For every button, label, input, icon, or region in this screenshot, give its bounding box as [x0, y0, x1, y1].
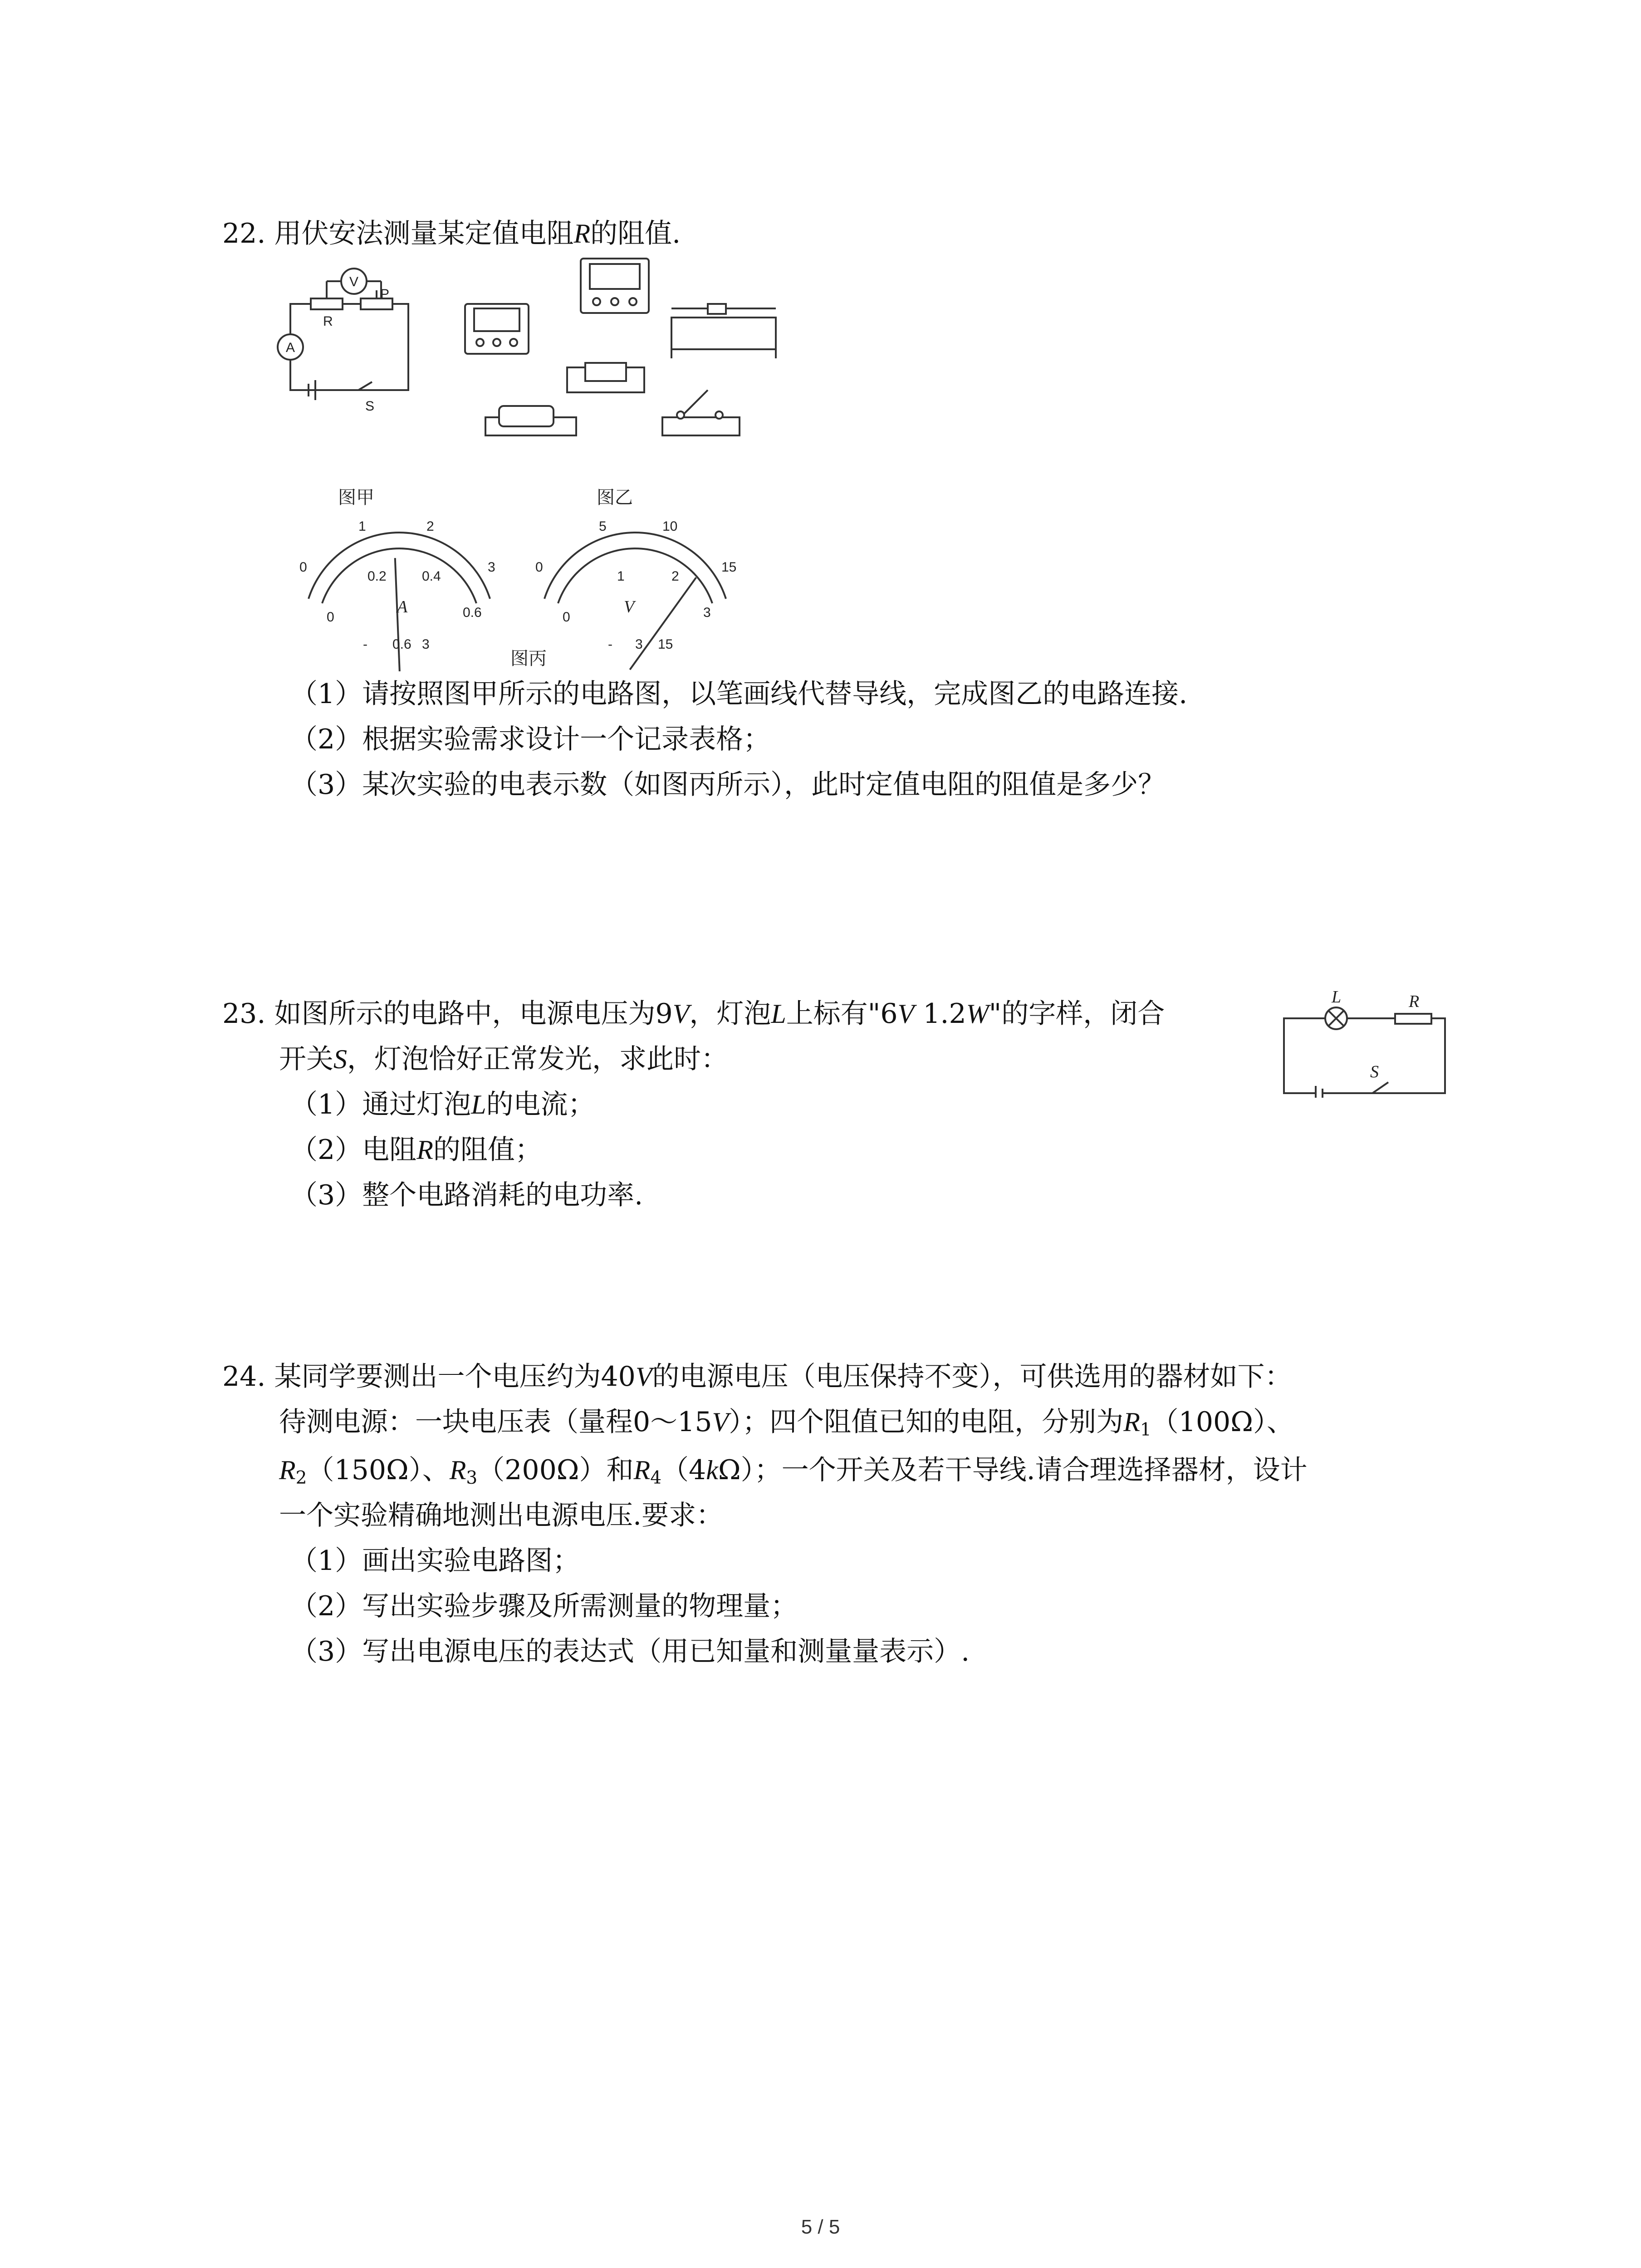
stem-text: （150Ω）、 [307, 1454, 450, 1486]
q24-sub-2: （2）写出实验步骤及所需测量的物理量； [290, 1590, 798, 1622]
sub-text: 的阻值； [433, 1134, 542, 1166]
voltmeter-lower-1: 1 [617, 569, 625, 584]
subscript: 3 [466, 1467, 478, 1488]
subscript: 4 [650, 1467, 662, 1488]
question-22-figure [272, 254, 798, 671]
q23-sub-1 [222, 1082, 1165, 1127]
question-24 [222, 1354, 1308, 1674]
stem-text: 的阻值. [590, 218, 681, 249]
voltmeter-terminal-15: 15 [658, 637, 673, 652]
ammeter-terminal-06: 0.6 [392, 637, 411, 652]
ammeter-lower-0: 0 [327, 610, 334, 625]
variable-L: L [471, 1090, 486, 1119]
voltmeter-lower-3: 3 [703, 605, 711, 620]
q23-line-2 [222, 1036, 1165, 1082]
voltmeter-terminal-neg: - [608, 637, 612, 652]
question-23-circuit [1279, 989, 1452, 1098]
subscript: 2 [295, 1467, 307, 1488]
variable-R3: R [449, 1455, 466, 1485]
caption-yi: 图乙 [597, 488, 633, 508]
q24-line-2 [222, 1399, 1308, 1445]
q22-sub-3: （3）某次实验的电表示数（如图丙所示），此时定值电阻的阻值是多少？ [290, 769, 1166, 801]
stem-text: 如图所示的电路中，电源电压为9 [274, 998, 673, 1030]
question-22 [222, 211, 681, 256]
q23-line-1 [222, 991, 1165, 1036]
voltmeter-lower-0: 0 [563, 610, 570, 625]
sub-text: （1）通过灯泡 [290, 1089, 471, 1120]
unit-V: V [672, 999, 690, 1029]
circuit-switch-label: S [365, 399, 375, 414]
ammeter-symbol: A [397, 597, 408, 616]
voltmeter-upper-1: 5 [599, 519, 607, 534]
question-number: 23. [222, 998, 266, 1030]
resistor-label: R [1409, 992, 1420, 1011]
stem-text: 开关 [279, 1043, 333, 1075]
stem-text: ，灯泡恰好正常发光，求此时： [347, 1043, 728, 1075]
ammeter-lower-3: 0.6 [463, 605, 482, 620]
unit-k: k [706, 1455, 718, 1485]
circuit-voltmeter-label: V [349, 274, 359, 289]
ammeter-lower-2: 0.4 [422, 569, 441, 584]
unit-W: W [966, 999, 989, 1029]
stem-text: 待测电源：一块电压表（量程0～15 [279, 1406, 712, 1438]
voltmeter-symbol: V [624, 597, 635, 616]
question-22-stem [222, 211, 681, 256]
unit-V: V [897, 999, 915, 1029]
variable-L: L [771, 999, 786, 1029]
voltmeter-needle [630, 577, 696, 670]
q24-line-4: 一个实验精确地测出电源电压.要求： [279, 1500, 724, 1531]
stem-text: 上标有"6 [786, 998, 898, 1030]
variable-S: S [333, 1044, 347, 1074]
equipment-resistor [567, 363, 644, 392]
voltmeter-upper-2: 10 [662, 519, 678, 534]
caption-jia: 图甲 [338, 488, 374, 508]
page-number: 5 / 5 [801, 2216, 840, 2238]
question-number: 24. [222, 1361, 266, 1393]
q24-line-1 [222, 1354, 1308, 1399]
variable-R: R [573, 219, 591, 249]
stem-text: 1.2 [914, 998, 966, 1030]
variable-R4: R [633, 1455, 651, 1485]
q24-sub-3: （3）写出电源电压的表达式（用已知量和测量量表示）. [290, 1636, 970, 1667]
voltmeter-lower-2: 2 [671, 569, 679, 584]
question-number: 22. [222, 218, 266, 249]
ammeter-upper-3: 3 [488, 560, 495, 575]
equipment-switch [662, 390, 740, 435]
stem-text: 的电源电压（电压保持不变），可供选用的器材如下： [652, 1361, 1292, 1393]
circuit-ammeter-label: A [286, 340, 295, 355]
lamp-label: L [1332, 989, 1342, 1007]
voltmeter-upper-0: 0 [535, 560, 543, 575]
q23-sub-3: （3）整个电路消耗的电功率. [290, 1179, 643, 1211]
stem-text: Ω）；一个开关及若干导线.请合理选择器材，设计 [718, 1454, 1308, 1486]
ammeter-upper-2: 2 [426, 519, 434, 534]
stem-text: "的字样，闭合 [989, 998, 1165, 1030]
ammeter-upper-1: 1 [358, 519, 366, 534]
voltmeter-upper-3: 15 [721, 560, 737, 575]
circuit-resistor-label: R [323, 314, 333, 329]
q24-sub-1: （1）画出实验电路图； [290, 1545, 580, 1577]
ammeter-terminal-neg: - [363, 637, 367, 652]
variable-R: R [416, 1135, 433, 1165]
stem-text: 某同学要测出一个电压约为40 [274, 1361, 636, 1393]
ammeter-upper-0: 0 [299, 560, 307, 575]
q22-sub-1: （1）请按照图甲所示的电路图，以笔画线代替导线，完成图乙的电路连接. [290, 678, 1188, 710]
stem-text: （4 [661, 1454, 706, 1486]
equipment-voltmeter [581, 259, 649, 313]
unit-V: V [635, 1362, 652, 1392]
stem-text: （100Ω）、 [1151, 1406, 1294, 1438]
caption-bing: 图丙 [510, 649, 547, 669]
stem-text: （200Ω）和 [477, 1454, 634, 1486]
circuit-slider-label: P [380, 287, 390, 302]
q23-sub-2 [222, 1127, 1165, 1173]
stem-text: ，灯泡 [689, 998, 771, 1030]
question-22-subquestions [222, 671, 1187, 807]
variable-R1: R [1123, 1407, 1140, 1437]
stem-text: ）；四个阻值已知的电阻，分别为 [729, 1406, 1124, 1438]
variable-R2: R [279, 1455, 296, 1485]
ammeter-terminal-3: 3 [422, 637, 430, 652]
sub-text: 的电流； [486, 1089, 595, 1120]
q24-line-3 [222, 1447, 1308, 1493]
unit-V: V [712, 1407, 729, 1437]
q22-sub-2: （2）根据实验需求设计一个记录表格； [290, 723, 771, 755]
equipment-ammeter [465, 304, 529, 354]
stem-text: 用伏安法测量某定值电阻 [274, 218, 574, 249]
sub-text: （2）电阻 [290, 1134, 417, 1166]
voltmeter-terminal-3: 3 [635, 637, 643, 652]
ammeter-lower-1: 0.2 [367, 569, 387, 584]
equipment-battery [485, 406, 576, 435]
question-23 [222, 991, 1165, 1218]
subscript: 1 [1140, 1419, 1151, 1440]
switch-label: S [1370, 1062, 1379, 1081]
equipment-rheostat [671, 304, 776, 358]
